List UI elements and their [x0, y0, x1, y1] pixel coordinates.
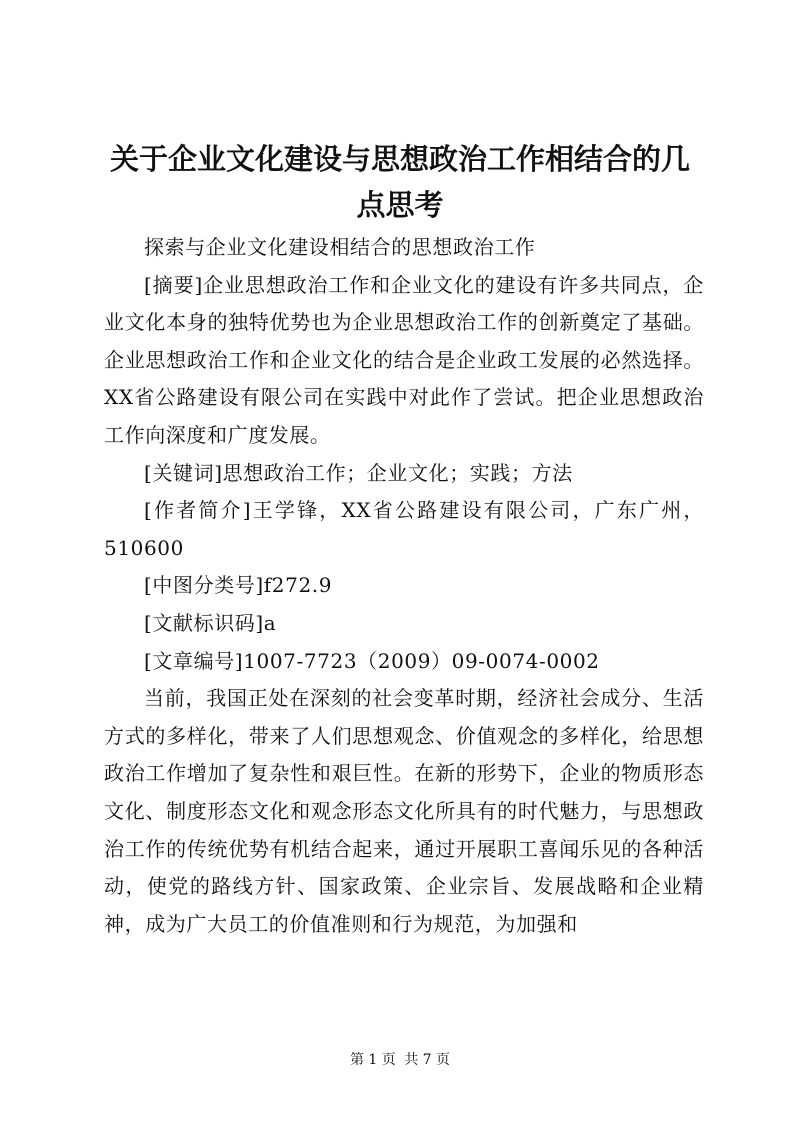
- author-info-paragraph: [作者简介]王学锋，XX省公路建设有限公司，广东广州，510600: [104, 498, 704, 560]
- subtitle-paragraph: 探索与企业文化建设相结合的思想政治工作: [144, 235, 536, 259]
- page-number: 第 1 页: [349, 1052, 396, 1068]
- page-footer: [0, 1050, 800, 1070]
- document-body: [104, 229, 704, 943]
- page-total: 共 7 页: [404, 1052, 451, 1068]
- classification-number-paragraph: [中图分类号]f272.9: [144, 573, 333, 598]
- body-paragraph: 当前，我国正处在深刻的社会变革时期，经济社会成分、生活方式的多样化，带来了人们思想观念、价值观念的多样化，给思想政治工作增加了复杂性和艰巨性。在新的形势下，企业的物质形态文化、制度形态文化和观念形态文化所具有的时代魅力，与思想政治工作的传统优势有机结合起来，通过开展职工喜闻乐见的各种活动，使党的路线方针、国家政策、企业宗旨、发展战略和企业精神，成为广大员工的价值准则和行为规范，为加强和: [104, 686, 704, 936]
- keywords-paragraph: [关键词]思想政治工作；企业文化；实践；方法: [144, 460, 573, 485]
- abstract-paragraph: [摘要]企业思想政治工作和企业文化的建设有许多共同点，企业文化本身的独特优势也为企业思想政治工作的创新奠定了基础。企业思想政治工作和企业文化的结合是企业政工发展的必然选择。XX省公路建设有限公司在实践中对此作了尝试。把企业思想政治工作向深度和广度发展。: [104, 272, 704, 447]
- article-number-paragraph: [文章编号]1007-7723（2009）09-0074-0002: [144, 648, 600, 673]
- document-code-paragraph: [文献标识码]a: [144, 610, 277, 635]
- document-title: 关于企业文化建设与思想政治工作相结合的几点思考: [109, 142, 690, 222]
